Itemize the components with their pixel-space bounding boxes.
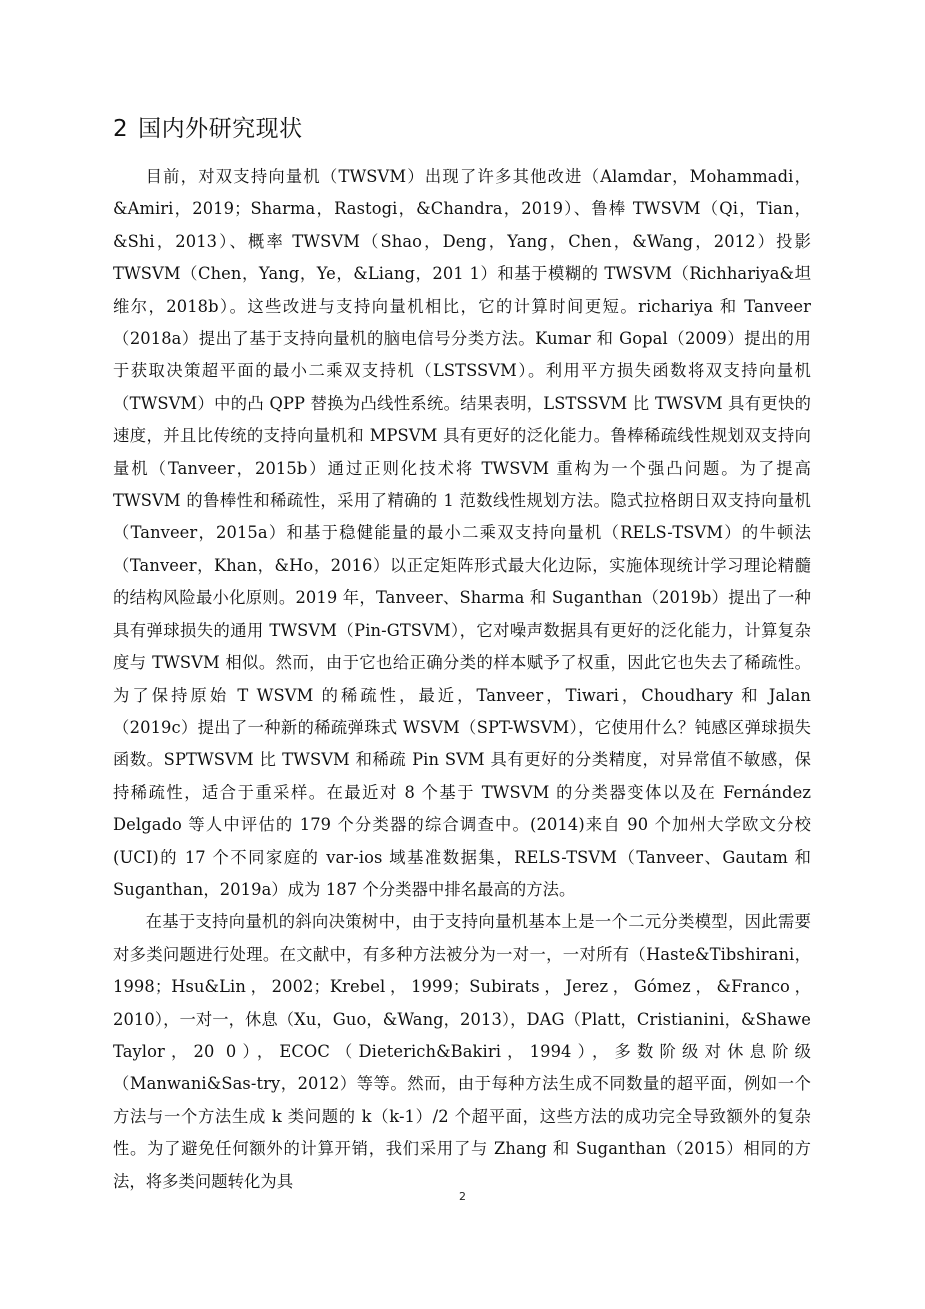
- page-number: 2: [459, 1190, 466, 1203]
- paragraph-2: 在基于支持向量机的斜向决策树中，由于支持向量机基本上是一个二元分类模型，因此需要对多类问题进行处理。在文献中，有多种方法被分为一对一，一对所有（Haste&Tibshirani，1998；Hsu&Lin，2002；Krebel，1999；Subirats，Jerez，Gómez，&Franco，2010），一对一，休息（Xu，Guo，&Wang，2013），DAG（Platt，Cristianini，&Shawe Taylor，20 0），ECOC（Dieterich&Bakiri，1994），多数阶级对休息阶级（Manwani&Sas-try，2012）等等。然而，由于每种方法生成不同数量的超平面，例如一个方法与一个方法生成 k 类问题的 k（k-1）/2 个超平面，这些方法的成功完全导致额外的复杂性。为了避免任何额外的计算开销，我们采用了与 Zhang 和 Suganthan（2015）相同的方法，将多类问题转化为具: [113, 912, 811, 1191]
- section-number: 2: [113, 116, 129, 142]
- section-title-text: 国内外研究现状: [138, 116, 303, 142]
- section-heading: [113, 110, 303, 143]
- paragraph-1: 目前，对双支持向量机（TWSVM）出现了许多其他改进（Alamdar，Mohammadi，&Amiri，2019；Sharma，Rastogi，&Chandra，2019）、鲁棒 TWSVM（Qi，Tian，&Shi，2013）、概率 TWSVM（Shao，Deng，Yang，Chen，&Wang，2012）投影 TWSVM（Chen，Yang，Ye，&Liang，201 1）和基于模糊的 TWSVM（Richhariya&坦维尔，2018b）。这些改进与支持向量机相比，它的计算时间更短。richariya 和 Tanveer（2018a）提出了基于支持向量机的脑电信号分类方法。Kumar 和 Gopal（2009）提出的用于获取决策超平面的最小二乘双支持机（LSTSSVM）。利用平方损失函数将双支持向量机（TWSVM）中的凸 QPP 替换为凸线性系统。结果表明，LSTSSVM 比 TWSVM 具有更快的速度，并且比传统的支持向量机和 MPSVM 具有更好的泛化能力。鲁棒稀疏线性规划双支持向量机（Tanveer，2015b）通过正则化技术将 TWSVM 重构为一个强凸问题。为了提高 TWSVM 的鲁棒性和稀疏性，采用了精确的 1 范数线性规划方法。隐式拉格朗日双支持向量机（Tanveer，2015a）和基于稳健能量的最小二乘双支持向量机（RELS-TSVM）的牛顿法（Tanveer，Khan，&Ho，2016）以正定矩阵形式最大化边际，实施体现统计学习理论精髓的结构风险最小化原则。2019 年，Tanveer、Sharma 和 Suganthan（2019b）提出了一种具有弹球损失的通用 TWSVM（Pin-GTSVM），它对噪声数据具有更好的泛化能力，计算复杂度与 TWSVM 相似。然而，由于它也给正确分类的样本赋予了权重，因此它也失去了稀疏性。为了保持原始 T WSVM 的稀疏性，最近，Tanveer，Tiwari，Choudhary 和 Jalan（2019c）提出了一种新的稀疏弹珠式 WSVM（SPT-WSVM），它使用什么？钝感区弹球损失函数。SPTWSVM 比 TWSVM 和稀疏 Pin SVM 具有更好的分类精度，对异常值不敏感，保持稀疏性，适合于重采样。在最近对 8 个基于 TWSVM 的分类器变体以及在 Fernández Delgado 等人中评估的 179 个分类器的综合调查中。(2014)来自 90 个加州大学欧文分校(UCI)的 17 个不同家庭的 var-ios 域基准数据集，RELS-TSVM（Tanveer、Gautam 和 Suganthan，2019a）成为 187 个分类器中排名最高的方法。: [113, 167, 811, 899]
- body-text: [113, 161, 811, 1198]
